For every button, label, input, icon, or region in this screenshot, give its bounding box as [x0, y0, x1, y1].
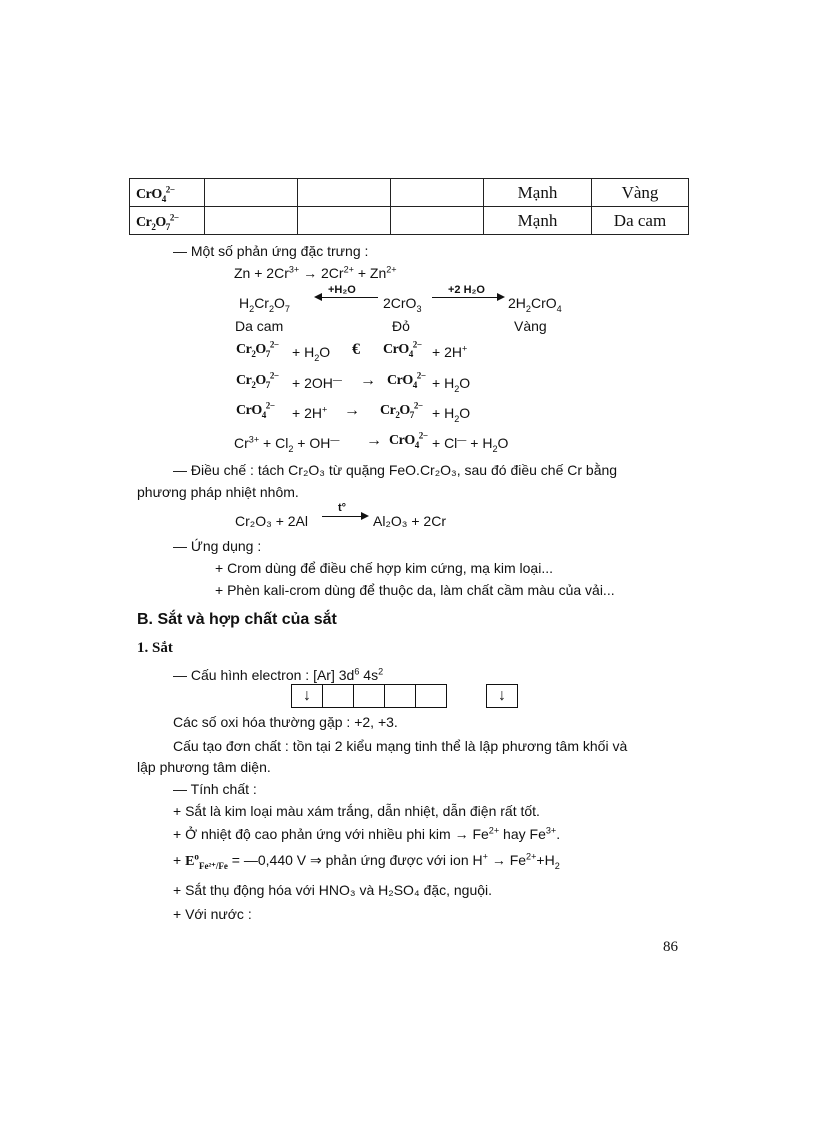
chromate-formula: CrO$_4^{2-}$ [236, 400, 275, 420]
reaction-6: $Cr^{3+} + Cl_2 + OH^—$ [234, 434, 340, 454]
reaction-3-right: + 2H+ [432, 343, 468, 360]
dichromate-formula: $Cr_2O_7^{2-}$ [236, 339, 279, 359]
table-cell [298, 179, 391, 207]
property-5: + Với nước : [173, 906, 252, 922]
arrow-label-left: +H₂O [328, 284, 356, 296]
table-cell [298, 207, 391, 235]
section-heading: B. Sắt và hợp chất của sắt [137, 611, 337, 628]
table-cell-color: Vàng [592, 179, 689, 207]
structure-line-2: lập phương tâm diện. [137, 759, 271, 775]
arrow-label-right: +2 H₂O [448, 284, 485, 296]
arrow-line [320, 297, 378, 298]
prep-eq-left: Cr₂O₃ + 2Al [235, 513, 308, 529]
orbital-box [322, 684, 354, 708]
orbital-boxes-4s [487, 684, 518, 708]
page-number: 86 [663, 939, 678, 955]
orbital-boxes-3d [292, 684, 447, 708]
reaction-5-mid: + 2H+ [292, 404, 328, 421]
property-2: + Ở nhiệt độ cao phản ứng với nhiều phi kim → $Fe^{2+}$ hay $Fe^{3+}$. [173, 825, 561, 842]
property-1: + Sắt là kim loại màu xám trắng, dẫn nhiệt, dẫn điện rất tốt. [173, 803, 540, 819]
right-arrow-icon: → [360, 372, 376, 389]
reaction-5-right: + $H_2O$ [432, 405, 471, 424]
table-cell [205, 207, 298, 235]
uses-item-1: + Crom dùng để điều chế hợp kim cứng, mạ kim loại... [215, 560, 553, 576]
table-cell [391, 207, 484, 235]
orbital-box [415, 684, 447, 708]
table-cell-color: Da cam [592, 207, 689, 235]
dichromate-formula: $Cr_2O_7^{2-}$ [236, 370, 279, 390]
prep-line-2: phương pháp nhiệt nhôm. [137, 484, 299, 500]
reaction-1: $Zn + 2Cr^{3+} \to 2Cr^{2+} + Zn^{2+}$ [234, 264, 397, 281]
right-arrow-icon [361, 512, 369, 520]
right-arrow-icon: → [344, 402, 360, 419]
arrow-line [432, 297, 498, 298]
label-dacam: Da cam [235, 318, 284, 334]
table-cell [391, 179, 484, 207]
structure-line-1: Cấu tạo đơn chất : tồn tại 2 kiểu mạng tinh thể là lập phương tâm khối và [173, 738, 628, 754]
uses-title: — Ứng dụng : [173, 538, 262, 554]
reaction-2-a: $H_2Cr_2O_7$ [239, 295, 290, 314]
reaction-6-right: + $Cl^— + H_2O$ [432, 434, 509, 454]
right-arrow-icon: → [366, 432, 382, 449]
reaction-2-b: 2CrO$_3$ [383, 295, 422, 314]
arrow-label-heat: t° [338, 502, 347, 514]
table-cell [205, 179, 298, 207]
table-cell-formula: $Cr_2O_7^{2-}$ [130, 207, 205, 235]
property-3: + $E^o_{Fe^{2+}/Fe}$ = —0,440 V ⇒ phản ứng được với ion $H^+ \to Fe^{2+}+H_2$ [173, 851, 560, 871]
dichromate-formula: $Cr_2O_7^{2-}$ [380, 400, 423, 420]
table-row [130, 179, 689, 207]
properties-table [129, 178, 689, 235]
electron-config: — Cấu hình electron : [Ar] $3d^6$ $4s^2$ [173, 666, 384, 683]
table-row [130, 207, 689, 235]
table-cell-formula: CrO$_4^{2-}$ [130, 179, 205, 207]
orbital-box [384, 684, 416, 708]
prep-line-1: — Điều chế : tách Cr₂O₃ từ quặng FeO.Cr₂O₃, sau đó điều chế Cr bằng [173, 462, 618, 478]
label-do: Đỏ [392, 318, 410, 334]
chromate-formula: CrO$_4^{2-}$ [387, 370, 426, 390]
table-cell-strength: Mạnh [484, 207, 592, 235]
equilibrium-symbol: € [352, 341, 360, 358]
property-4: + Sắt thụ động hóa với HNO₃ và H₂SO₄ đặc, nguội. [173, 882, 493, 898]
table-cell-strength: Mạnh [484, 179, 592, 207]
orbital-box: ↓ [486, 684, 518, 708]
arrow-line [322, 516, 362, 517]
reaction-4-right: + $H_2O$ [432, 375, 471, 394]
subsection-heading: 1. Sắt [137, 640, 173, 656]
chromate-formula: CrO$_4^{2-}$ [389, 430, 428, 450]
right-arrow-icon [497, 293, 505, 301]
properties-title: — Tính chất : [173, 781, 257, 797]
reactions-intro: — Một số phản ứng đặc trưng : [173, 243, 369, 259]
label-vang: Vàng [514, 318, 547, 334]
uses-item-2: + Phèn kali-crom dùng để thuộc da, làm chất cầm màu của vải... [215, 582, 615, 598]
reaction-3-mid: + $H_2O$ [292, 344, 331, 363]
reaction-4-mid: + 2OH— [292, 374, 342, 391]
orbital-box: ↓ [291, 684, 323, 708]
oxidation-states: Các số oxi hóa thường gặp : +2, +3. [173, 714, 398, 730]
reaction-2-c: $2H_2CrO_4$ [508, 295, 562, 314]
orbital-box [353, 684, 385, 708]
chromate-formula: CrO$_4^{2-}$ [383, 339, 422, 359]
prep-eq-right: Al₂O₃ + 2Cr [373, 513, 446, 529]
